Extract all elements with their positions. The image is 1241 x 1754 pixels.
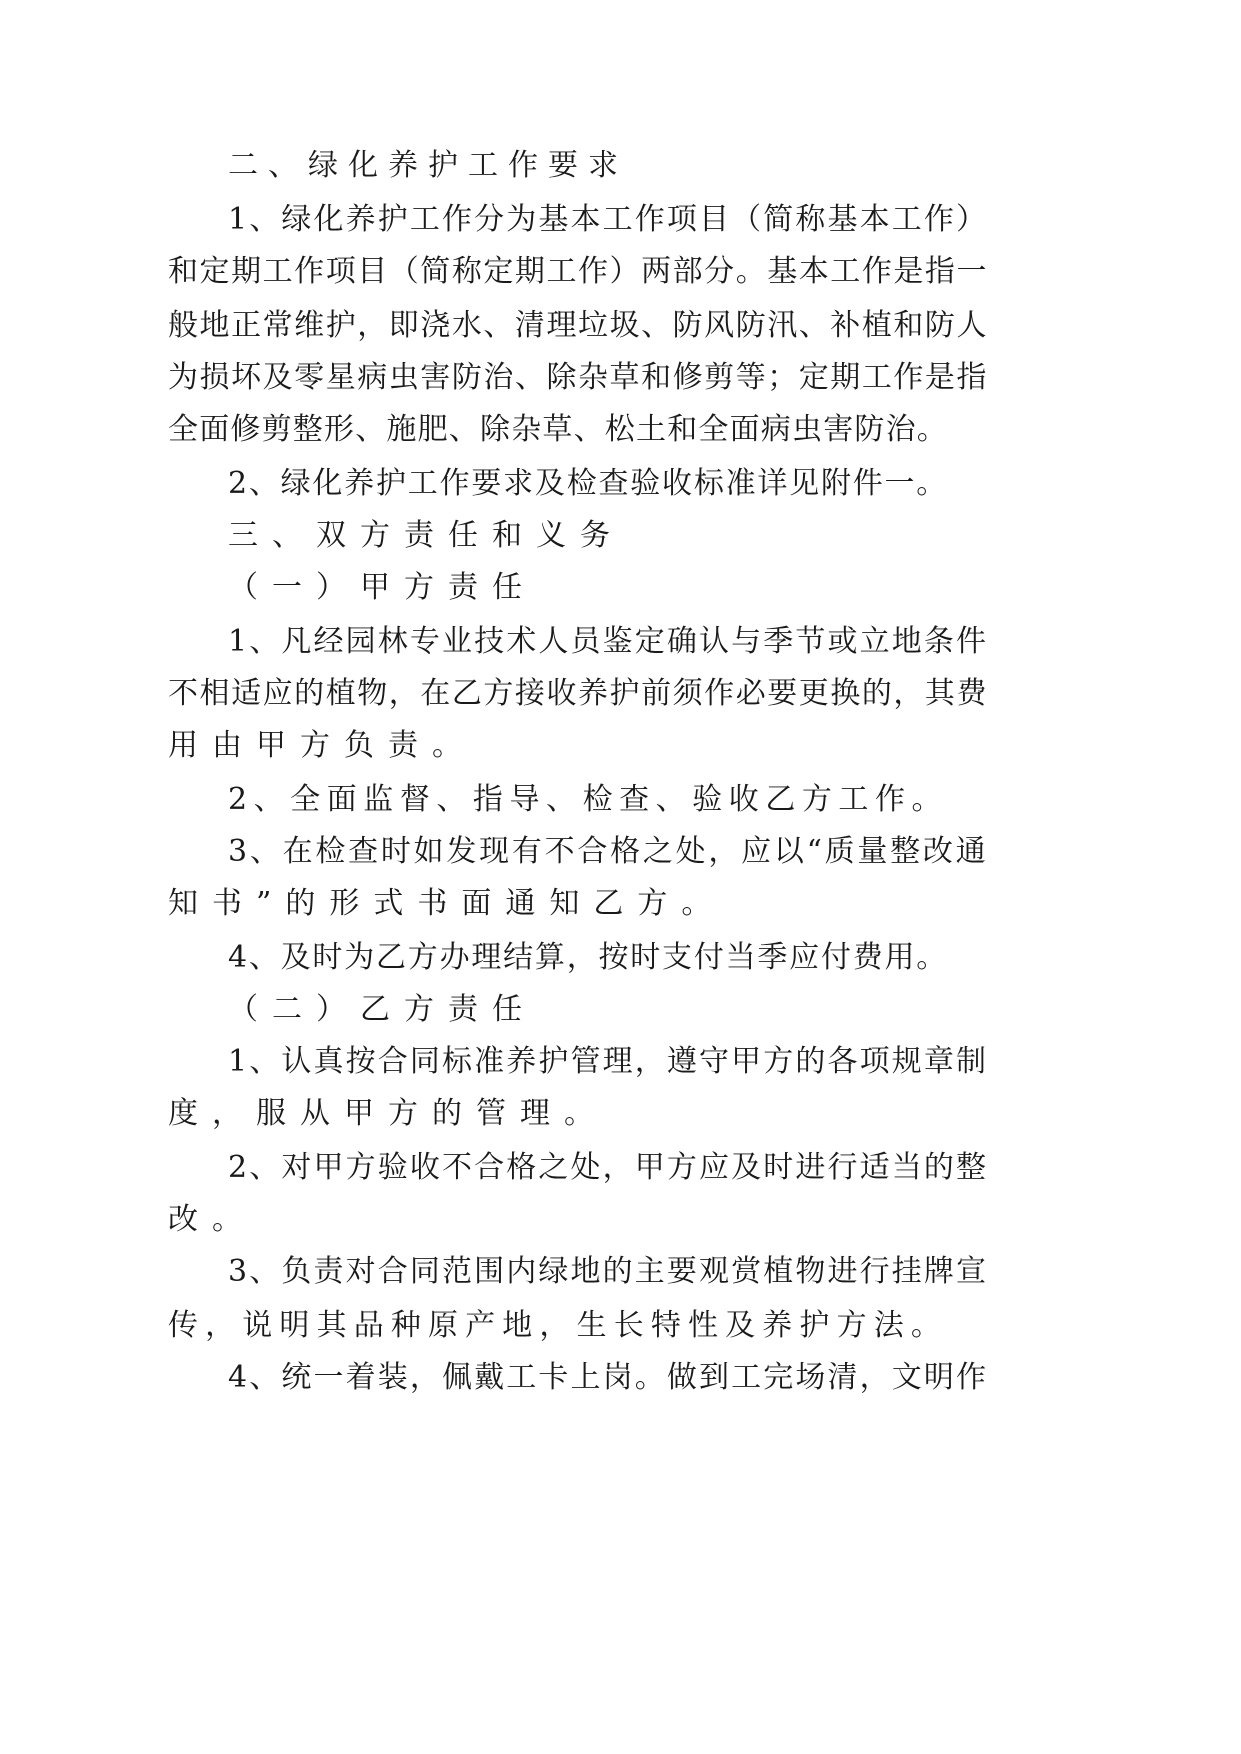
text-line: 4、统一着装，佩戴工卡上岗。做到工完场清，文明作 — [228, 1360, 989, 1395]
text-line: 1、凡经园林专业技术人员鉴定确认与季节或立地条件 — [228, 624, 989, 659]
text-line: 和定期工作项目（简称定期工作）两部分。基本工作是指一 — [168, 254, 988, 289]
text-line: （二）乙方责任 — [228, 992, 536, 1027]
text-line: 2、对甲方验收不合格之处，甲方应及时进行适当的整 — [228, 1150, 989, 1185]
text-line: 三、双方责任和义务 — [228, 518, 624, 553]
text-line: 知书”的形式书面通知乙方。 — [168, 886, 726, 921]
text-line: 3、负责对合同范围内绿地的主要观赏植物进行挂牌宣 — [228, 1254, 989, 1289]
text-line: 2、绿化养护工作要求及检查验收标准详见附件一。 — [228, 466, 949, 501]
text-line: 不相适应的植物，在乙方接收养护前须作必要更换的，其费 — [168, 676, 988, 711]
text-line: 1、认真按合同标准养护管理，遵守甲方的各项规章制 — [228, 1044, 989, 1079]
text-line: 全面修剪整形、施肥、除杂草、松土和全面病虫害防治。 — [168, 412, 948, 447]
text-line: 4、及时为乙方办理结算，按时支付当季应付费用。 — [228, 940, 949, 975]
text-line: 3、在检查时如发现有不合格之处，应以“质量整改通 — [228, 834, 989, 869]
text-line: 传，说明其品种原产地，生长特性及养护方法。 — [168, 1308, 948, 1343]
text-line: 2、全面监督、指导、检查、验收乙方工作。 — [228, 782, 949, 817]
text-line: （一）甲方责任 — [228, 570, 536, 605]
text-line: 二、绿化养护工作要求 — [228, 148, 628, 183]
text-line: 用由甲方负责。 — [168, 728, 476, 763]
text-line: 度，服从甲方的管理。 — [168, 1096, 608, 1131]
text-line: 般地正常维护，即浇水、清理垃圾、防风防汛、补植和防人 — [168, 308, 988, 343]
text-line: 1、绿化养护工作分为基本工作项目（简称基本工作） — [228, 202, 989, 237]
text-line: 为损坏及零星病虫害防治、除杂草和修剪等；定期工作是指 — [168, 360, 988, 395]
text-line: 改。 — [168, 1202, 256, 1237]
